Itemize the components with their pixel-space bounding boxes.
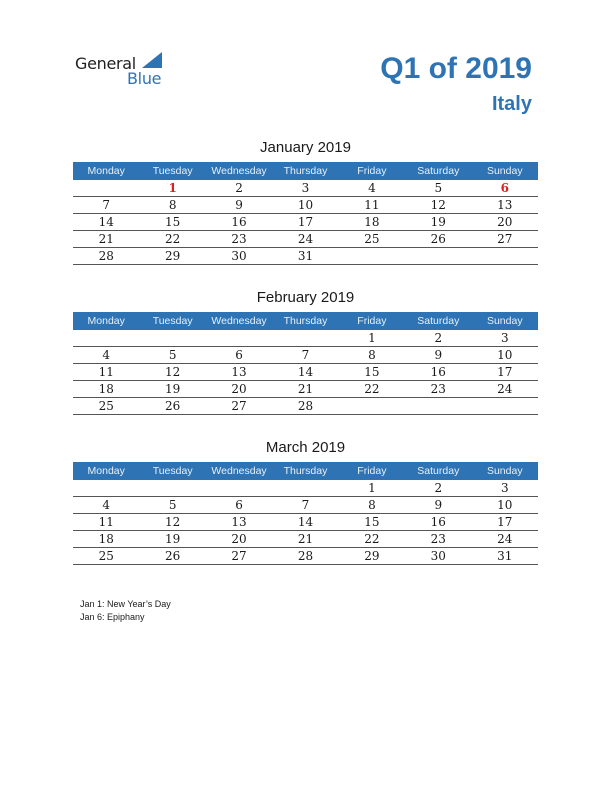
weekday-header: Tuesday	[139, 162, 205, 180]
week-row	[73, 480, 538, 497]
day-cell: 7	[272, 497, 338, 514]
day-cell: 10	[472, 497, 538, 514]
weekday-header: Sunday	[472, 162, 538, 180]
calendar-grid	[73, 462, 538, 565]
day-cell: 23	[405, 381, 471, 398]
day-cell: 16	[405, 364, 471, 381]
weekday-header: Monday	[73, 312, 139, 330]
day-cell: 8	[139, 197, 205, 214]
day-cell: 15	[139, 214, 205, 231]
day-cell: 9	[206, 197, 272, 214]
day-cell: 5	[405, 180, 471, 197]
weekday-header: Wednesday	[206, 312, 272, 330]
day-cell: 11	[73, 364, 139, 381]
day-cell	[339, 248, 405, 265]
day-cell: 1	[339, 480, 405, 497]
weekday-header: Sunday	[472, 312, 538, 330]
holiday-day-cell: 6	[472, 180, 538, 197]
logo-triangle-icon	[142, 52, 162, 68]
day-cell: 26	[139, 398, 205, 415]
calendar-grid	[73, 162, 538, 265]
week-row	[73, 248, 538, 265]
month-february	[73, 288, 538, 415]
day-cell: 12	[139, 514, 205, 531]
day-cell	[73, 480, 139, 497]
week-row	[73, 347, 538, 364]
day-cell	[206, 330, 272, 347]
day-cell: 23	[405, 531, 471, 548]
day-cell: 16	[405, 514, 471, 531]
weekday-header: Thursday	[272, 312, 338, 330]
day-cell: 30	[206, 248, 272, 265]
day-cell: 14	[272, 364, 338, 381]
day-cell: 25	[339, 231, 405, 248]
day-cell: 22	[339, 381, 405, 398]
weekday-header: Tuesday	[139, 462, 205, 480]
week-row	[73, 497, 538, 514]
logo-text-blue: Blue	[127, 69, 162, 88]
day-cell: 28	[272, 548, 338, 565]
holiday-day-cell: 1	[139, 180, 205, 197]
day-cell: 4	[339, 180, 405, 197]
day-cell: 27	[206, 398, 272, 415]
weekday-header: Thursday	[272, 162, 338, 180]
day-cell: 22	[339, 531, 405, 548]
day-cell: 29	[139, 248, 205, 265]
logo-text-general: General	[75, 54, 136, 73]
day-cell: 19	[405, 214, 471, 231]
day-cell: 14	[73, 214, 139, 231]
day-cell	[206, 480, 272, 497]
week-row	[73, 531, 538, 548]
day-cell: 24	[472, 531, 538, 548]
weekday-header-row	[73, 162, 538, 180]
day-cell: 21	[272, 381, 338, 398]
day-cell: 15	[339, 514, 405, 531]
week-row	[73, 514, 538, 531]
day-cell	[405, 248, 471, 265]
day-cell: 11	[339, 197, 405, 214]
holiday-item: Jan 6: Epiphany	[80, 612, 145, 622]
day-cell: 17	[272, 214, 338, 231]
weekday-header: Saturday	[405, 162, 471, 180]
page-title: Q1 of 2019	[380, 52, 532, 85]
day-cell: 24	[272, 231, 338, 248]
month-january	[73, 138, 538, 265]
day-cell: 31	[472, 548, 538, 565]
day-cell: 3	[472, 330, 538, 347]
week-row	[73, 381, 538, 398]
day-cell: 13	[206, 364, 272, 381]
day-cell: 3	[472, 480, 538, 497]
day-cell: 15	[339, 364, 405, 381]
day-cell	[272, 330, 338, 347]
day-cell: 14	[272, 514, 338, 531]
week-row	[73, 548, 538, 565]
day-cell: 2	[405, 330, 471, 347]
day-cell: 20	[472, 214, 538, 231]
day-cell: 5	[139, 497, 205, 514]
day-cell: 25	[73, 398, 139, 415]
week-row	[73, 231, 538, 248]
calendar-grid	[73, 312, 538, 415]
day-cell: 29	[339, 548, 405, 565]
day-cell: 7	[73, 197, 139, 214]
day-cell: 18	[339, 214, 405, 231]
day-cell	[139, 480, 205, 497]
day-cell: 28	[73, 248, 139, 265]
day-cell: 20	[206, 531, 272, 548]
day-cell: 20	[206, 381, 272, 398]
day-cell: 19	[139, 381, 205, 398]
day-cell: 2	[405, 480, 471, 497]
weekday-header: Friday	[339, 162, 405, 180]
day-cell: 5	[139, 347, 205, 364]
day-cell: 18	[73, 381, 139, 398]
brand-logo	[75, 52, 185, 92]
day-cell: 19	[139, 531, 205, 548]
day-cell: 21	[73, 231, 139, 248]
weekday-header: Friday	[339, 462, 405, 480]
day-cell: 17	[472, 364, 538, 381]
month-title: March 2019	[265, 439, 346, 456]
month-title: January 2019	[260, 139, 351, 156]
day-cell: 12	[139, 364, 205, 381]
day-cell: 7	[272, 347, 338, 364]
weekday-header: Friday	[339, 312, 405, 330]
day-cell: 4	[73, 347, 139, 364]
week-row	[73, 197, 538, 214]
day-cell: 25	[73, 548, 139, 565]
weekday-header: Wednesday	[206, 462, 272, 480]
day-cell: 13	[206, 514, 272, 531]
day-cell	[272, 480, 338, 497]
month-march	[73, 438, 538, 565]
day-cell: 22	[139, 231, 205, 248]
weekday-header: Monday	[73, 462, 139, 480]
day-cell: 16	[206, 214, 272, 231]
day-cell: 13	[472, 197, 538, 214]
day-cell: 26	[139, 548, 205, 565]
day-cell: 18	[73, 531, 139, 548]
weekday-header: Monday	[73, 162, 139, 180]
day-cell: 1	[339, 330, 405, 347]
week-row	[73, 180, 538, 197]
day-cell	[73, 180, 139, 197]
day-cell: 8	[339, 497, 405, 514]
weekday-header: Tuesday	[139, 312, 205, 330]
week-row	[73, 398, 538, 415]
day-cell: 23	[206, 231, 272, 248]
day-cell: 30	[405, 548, 471, 565]
day-cell: 3	[272, 180, 338, 197]
day-cell	[139, 330, 205, 347]
weekday-header-row	[73, 312, 538, 330]
day-cell: 24	[472, 381, 538, 398]
month-title: February 2019	[256, 289, 355, 306]
day-cell: 31	[272, 248, 338, 265]
day-cell: 10	[472, 347, 538, 364]
day-cell: 12	[405, 197, 471, 214]
week-row	[73, 214, 538, 231]
day-cell	[339, 398, 405, 415]
weekday-header: Thursday	[272, 462, 338, 480]
day-cell: 8	[339, 347, 405, 364]
day-cell: 28	[272, 398, 338, 415]
country-label: Italy	[491, 93, 532, 115]
day-cell: 21	[272, 531, 338, 548]
day-cell: 17	[472, 514, 538, 531]
weekday-header: Saturday	[405, 312, 471, 330]
day-cell: 27	[472, 231, 538, 248]
day-cell	[73, 330, 139, 347]
day-cell: 26	[405, 231, 471, 248]
week-row	[73, 330, 538, 347]
day-cell: 11	[73, 514, 139, 531]
day-cell: 6	[206, 497, 272, 514]
day-cell: 4	[73, 497, 139, 514]
weekday-header: Wednesday	[206, 162, 272, 180]
weekday-header: Sunday	[472, 462, 538, 480]
day-cell	[472, 398, 538, 415]
day-cell: 9	[405, 347, 471, 364]
day-cell: 6	[206, 347, 272, 364]
day-cell: 10	[272, 197, 338, 214]
day-cell: 9	[405, 497, 471, 514]
weekday-header: Saturday	[405, 462, 471, 480]
week-row	[73, 364, 538, 381]
holiday-list	[80, 598, 171, 624]
day-cell: 2	[206, 180, 272, 197]
day-cell: 27	[206, 548, 272, 565]
day-cell	[472, 248, 538, 265]
day-cell	[405, 398, 471, 415]
holiday-item: Jan 1: New Year’s Day	[80, 599, 171, 609]
weekday-header-row	[73, 462, 538, 480]
